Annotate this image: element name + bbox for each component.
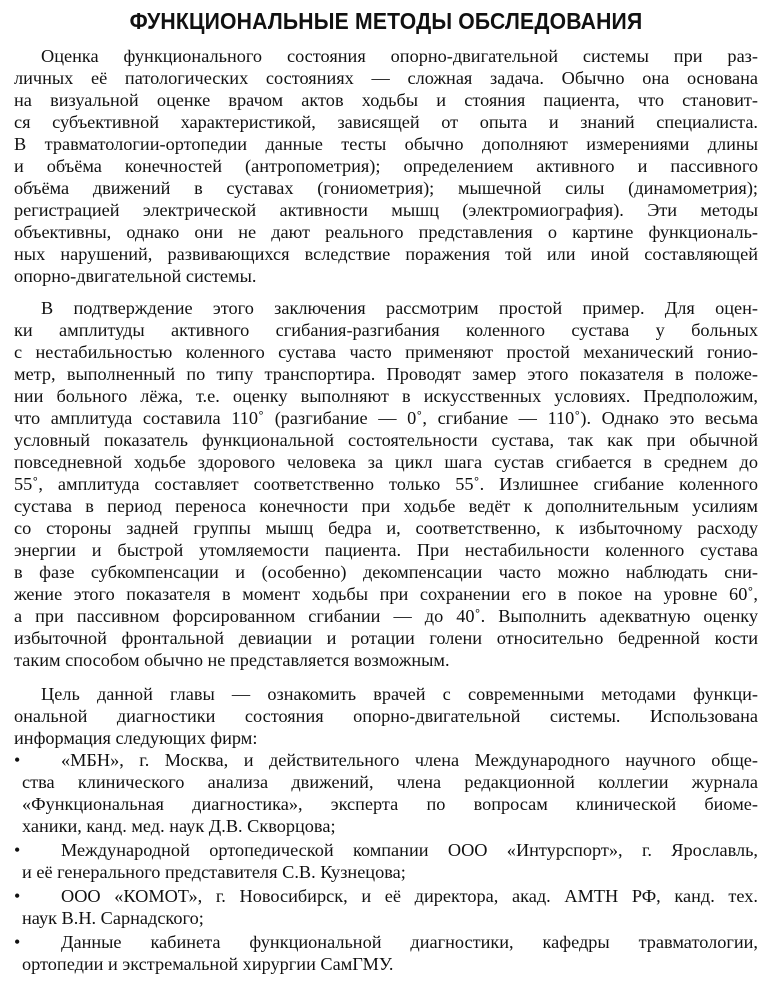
paragraph-2-line: В подтверждение этого заключения рассмотрим простой пример. Для оцен-: [41, 298, 758, 318]
paragraph-2-line: повседневной ходьбе здорового человека за цикл шага сустав сгибается в среднем до: [14, 452, 758, 472]
bullet-marker: •: [14, 750, 21, 770]
page-title: ФУНКЦИОНАЛЬНЫЕ МЕТОДЫ ОБСЛЕДОВАНИЯ: [129, 8, 643, 34]
bullet-3-line: ООО «КОМОТ», г. Новосибирск, и её директора, акад. АМТН РФ, канд. тех.: [61, 886, 758, 906]
paragraph-2-line: сустава в период переноса конечности при ходьбе ведёт к дополнительным усилиям: [14, 496, 758, 516]
bullet-marker: •: [14, 886, 21, 906]
paragraph-2-line: в фазе субкомпенсации и (особенно) декомпенсации часто можно наблюдать сни-: [14, 562, 758, 582]
paragraph-2-line: а при пассивном форсированном сгибании — до 40˚. Выполнить адекватную оценку: [14, 606, 758, 626]
paragraph-1-line: регистрацией электрической активности мышц (электромиография). Эти методы: [14, 200, 758, 220]
bullet-marker: •: [14, 840, 21, 860]
paragraph-3-line: информация следующих фирм:: [14, 728, 258, 748]
paragraph-3-line: ональной диагностики состояния опорно-двигательной системы. Использована: [14, 706, 758, 726]
paragraph-1-line: объёма движений в суставах (гониометрия); мышечной силы (динамометрия);: [14, 178, 758, 198]
bullet-marker: •: [14, 932, 21, 952]
paragraph-1-line: ся субъективной характеристикой, зависящей от опыта и знаний специалиста.: [14, 112, 758, 132]
paragraph-2-line: жение этого показателя в момент ходьбы при сохранении его в покое на уровне 60˚,: [14, 584, 758, 604]
paragraph-2-line: избыточной фронтальной девиации и ротации голени относительно бедренной кости: [14, 628, 758, 648]
paragraph-2-line: со стороны задней группы мышц бедра и, соответственно, к избыточному расходу: [14, 518, 758, 538]
paragraph-2-line: метр, выполненный по типу транспортира. Проводят замер этого показателя в положе-: [14, 364, 758, 384]
bullet-3-line: наук В.Н. Сарнадского;: [22, 908, 204, 928]
paragraph-3-line: Цель данной главы — ознакомить врачей с современными методами функци-: [41, 684, 758, 704]
paragraph-2-line: энергии и быстрой утомляемости пациента. При нестабильности коленного сустава: [14, 540, 758, 560]
paragraph-1-line: личных её патологических состояниях — сложная задача. Обычно она основана: [14, 68, 758, 88]
paragraph-2-line: 55˚, амплитуда составляет соответственно только 55˚. Излишнее сгибание коленного: [14, 474, 758, 494]
bullet-4-line: Данные кабинета функциональной диагностики, кафедры травматологии,: [61, 932, 758, 952]
bullet-2-line: Международной ортопедической компании ООО «Интурспорт», г. Ярославль,: [61, 840, 758, 860]
paragraph-2-line: ки амплитуды активного сгибания-разгибания коленного сустава у больных: [14, 320, 758, 340]
paragraph-2-line: что амплитуда составила 110˚ (разгибание — 0˚, сгибание — 110˚). Однако это весьма: [14, 408, 758, 428]
paragraph-2-line: условный показатель функциональной состоятельности сустава, так как при обычной: [14, 430, 758, 450]
paragraph-1-line: Оценка функционального состояния опорно-двигательной системы при раз-: [41, 46, 758, 66]
bullet-1-line: ханики, канд. мед. наук Д.В. Скворцова;: [22, 816, 336, 836]
paragraph-1-line: объективны, однако они не дают реального представления о картине функциональ-: [14, 222, 758, 242]
paragraph-1-line: В травматологии-ортопедии данные тесты обычно дополняют измерениями длины: [14, 134, 758, 154]
paragraph-2-line: таким способом обычно не представляется возможным.: [14, 650, 450, 670]
paragraph-1-line: на визуальной оценке врачом актов ходьбы и стояния пациента, что становит-: [14, 90, 758, 110]
paragraph-2-line: с нестабильностью коленного сустава часто применяют простой механический гонио-: [14, 342, 758, 362]
paragraph-2-line: нии больного лёжа, т.е. оценку выполняют в искусственных условиях. Предположим,: [14, 386, 758, 406]
paragraph-1-line: и объёма конечностей (антропометрия); определением активного и пассивного: [14, 156, 758, 176]
bullet-1-line: «МБН», г. Москва, и действительного члена Международного научного обще-: [61, 750, 758, 770]
bullet-4-line: ортопедии и экстремальной хирургии СамГМУ.: [22, 954, 394, 974]
paragraph-1-line: опорно-двигательной системы.: [14, 266, 257, 286]
paragraph-1-line: ных нарушений, развивающихся вследствие поражения той или иной составляющей: [14, 244, 758, 264]
bullet-1-line: ства клинического анализа движений, члена редакционной коллегии журнала: [22, 772, 758, 792]
bullet-1-line: «Функциональная диагностика», эксперта по вопросам клинической биоме-: [22, 794, 758, 814]
bullet-2-line: и её генерального представителя С.В. Кузнецова;: [22, 862, 406, 882]
